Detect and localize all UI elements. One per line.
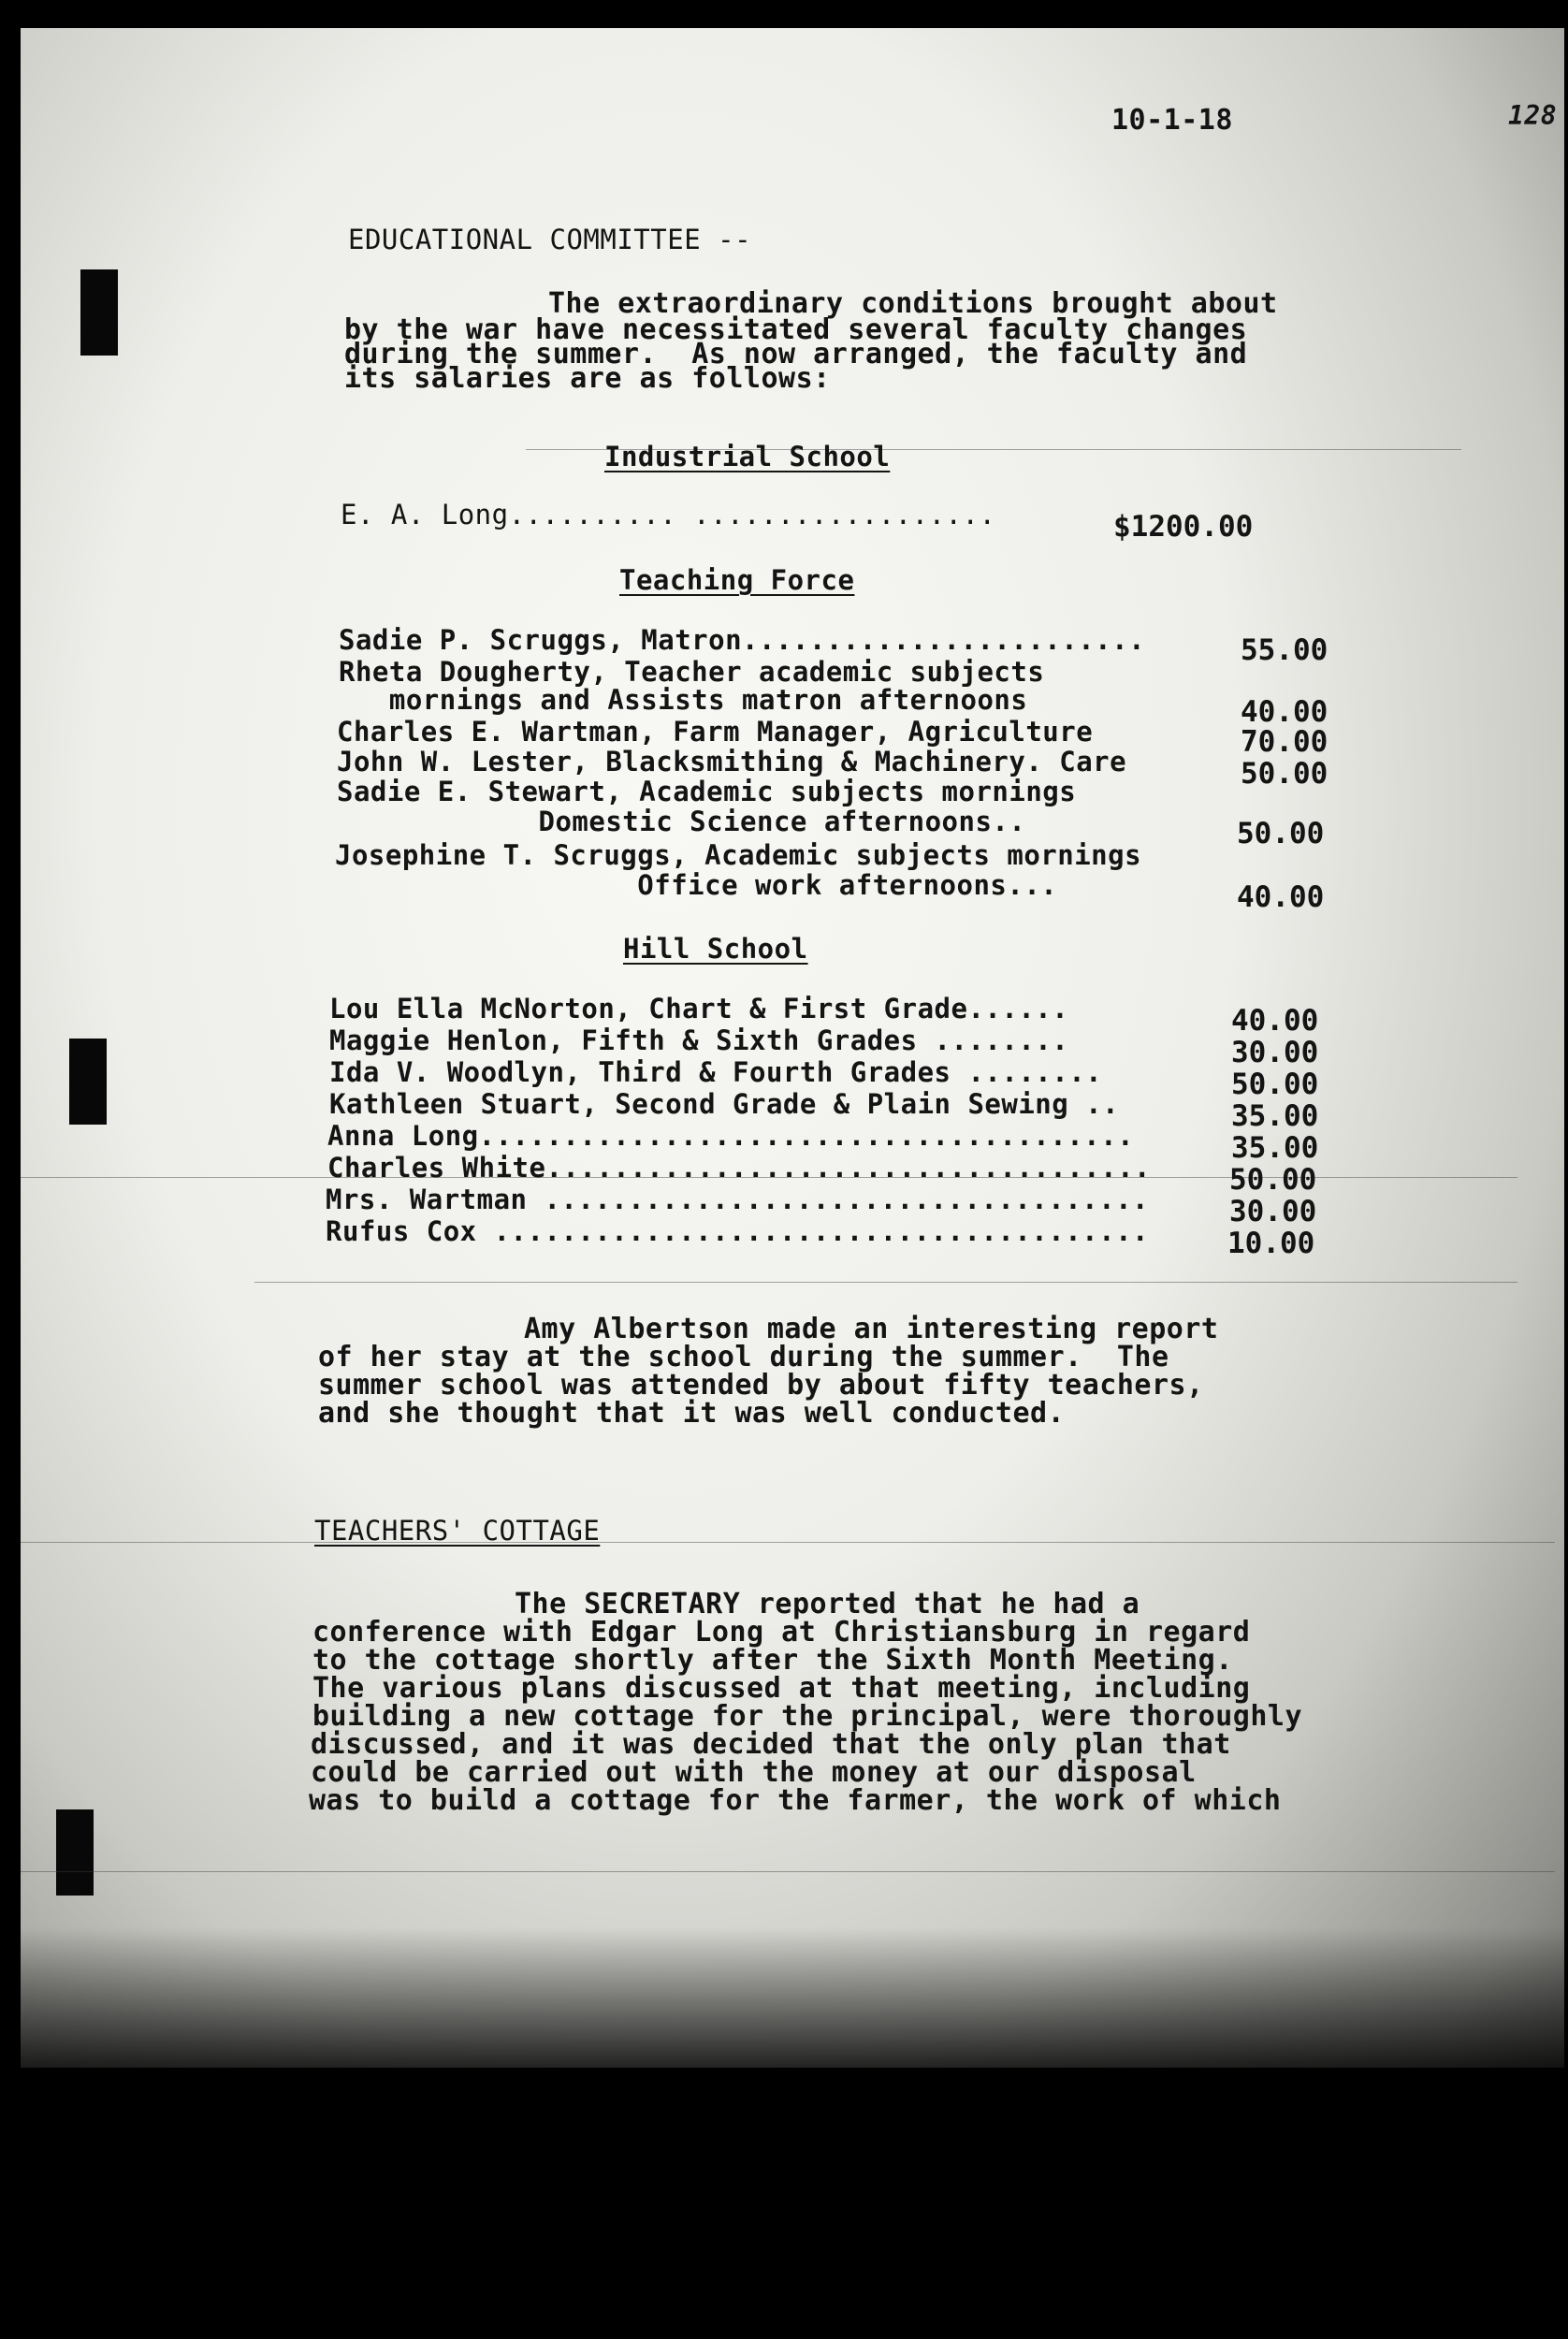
scan-line: [21, 1542, 1555, 1543]
salary-entry-text: John W. Lester, Blacksmithing & Machinery. Care: [337, 746, 1127, 777]
scanned-page: [21, 28, 1564, 2068]
intro-line: its salaries are as follows:: [344, 362, 831, 395]
salary-entry-text: Charles White....................................: [327, 1152, 1152, 1184]
intro-line: The extraordinary conditions brought about: [548, 287, 1278, 320]
punch-hole-mark: [69, 1039, 107, 1125]
salary-amount: 40.00: [1231, 1004, 1319, 1038]
salary-entry-text: Anna Long.......................................: [327, 1120, 1135, 1152]
salary-amount: 30.00: [1231, 1036, 1319, 1069]
cottage-line: discussed, and it was decided that the only plan that: [311, 1728, 1231, 1761]
salary-amount: 50.00: [1231, 1068, 1319, 1101]
scan-edge-shadow: [0, 1927, 1568, 2133]
report-line: summer school was attended by about fifty teachers,: [318, 1369, 1204, 1402]
salary-entry-text: Ida V. Woodlyn, Third & Fourth Grades ........: [329, 1056, 1103, 1088]
salary-entry-text: Sadie P. Scruggs, Matron........................: [339, 624, 1146, 656]
subheading-teaching-force: Teaching Force: [619, 564, 855, 596]
punch-hole-mark: [56, 1809, 94, 1896]
salary-amount: 55.00: [1241, 633, 1328, 667]
scan-line: [254, 1282, 1517, 1283]
salary-entry-text: Charles E. Wartman, Farm Manager, Agriculture: [337, 716, 1094, 748]
meeting-date: 10-1-18: [1111, 104, 1233, 137]
salary-amount: 50.00: [1237, 817, 1325, 850]
salary-amount: 35.00: [1231, 1131, 1319, 1165]
salary-amount: 50.00: [1241, 757, 1328, 791]
punch-hole-mark: [80, 269, 118, 356]
intro-line: during the summer. As now arranged, the faculty and: [344, 338, 1248, 370]
salary-amount: 50.00: [1229, 1163, 1317, 1197]
scan-line: [21, 1871, 1555, 1872]
salary-entry-text: Maggie Henlon, Fifth & Sixth Grades ........: [329, 1024, 1069, 1056]
intro-line: by the war have necessitated several faculty changes: [344, 313, 1248, 346]
section-heading-educational-committee: EDUCATIONAL COMMITTEE --: [348, 224, 752, 255]
salary-entry-text: Kathleen Stuart, Second Grade & Plain Sewing ..: [329, 1088, 1120, 1120]
salary-amount: 30.00: [1229, 1195, 1317, 1228]
salary-entry-text: Rheta Dougherty, Teacher academic subjects: [339, 656, 1045, 688]
cottage-line: conference with Edgar Long at Christiansburg in regard: [312, 1616, 1251, 1649]
salary-amount: 70.00: [1241, 725, 1328, 759]
subheading-hill-school: Hill School: [623, 933, 808, 965]
cottage-line: was to build a cottage for the farmer, the work of which: [309, 1784, 1282, 1817]
cottage-line: could be carried out with the money at our disposal: [311, 1756, 1197, 1789]
cottage-line: to the cottage shortly after the Sixth Month Meeting.: [312, 1644, 1233, 1677]
cottage-line: building a new cottage for the principal, were thoroughly: [312, 1700, 1303, 1733]
report-line: of her stay at the school during the summer. The: [318, 1341, 1169, 1373]
cottage-line: The various plans discussed at that meeting, including: [312, 1672, 1251, 1705]
subheading-industrial-school: Industrial School: [604, 441, 891, 472]
page-number: 128: [1508, 100, 1558, 131]
report-line: Amy Albertson made an interesting report: [524, 1313, 1219, 1345]
salary-entry-text: Sadie E. Stewart, Academic subjects mornings: [337, 776, 1077, 807]
cottage-line: The SECRETARY reported that he had a: [515, 1588, 1140, 1620]
salary-entry-text: Mrs. Wartman ....................................: [326, 1184, 1150, 1215]
salary-entry-text: Rufus Cox .......................................: [326, 1215, 1150, 1247]
salary-entry-text: E. A. Long.......... ..................: [341, 499, 996, 530]
salary-entry-text: mornings and Assists matron afternoons: [339, 684, 1028, 716]
salary-entry-text: Lou Ella McNorton, Chart & First Grade......: [329, 993, 1069, 1024]
salary-amount: 40.00: [1237, 880, 1325, 914]
report-line: and she thought that it was well conducted.: [318, 1397, 1066, 1430]
salary-entry-text: Office work afternoons...: [335, 869, 1058, 901]
salary-amount: 10.00: [1227, 1227, 1315, 1260]
salary-entry-text: Domestic Science afternoons..: [337, 806, 1026, 837]
salary-amount: 40.00: [1241, 695, 1328, 729]
salary-entry-text: Josephine T. Scruggs, Academic subjects mornings: [335, 839, 1142, 871]
salary-amount: $1200.00: [1113, 510, 1254, 544]
section-heading-teachers-cottage: TEACHERS' COTTAGE: [314, 1515, 601, 1547]
salary-amount: 35.00: [1231, 1099, 1319, 1133]
